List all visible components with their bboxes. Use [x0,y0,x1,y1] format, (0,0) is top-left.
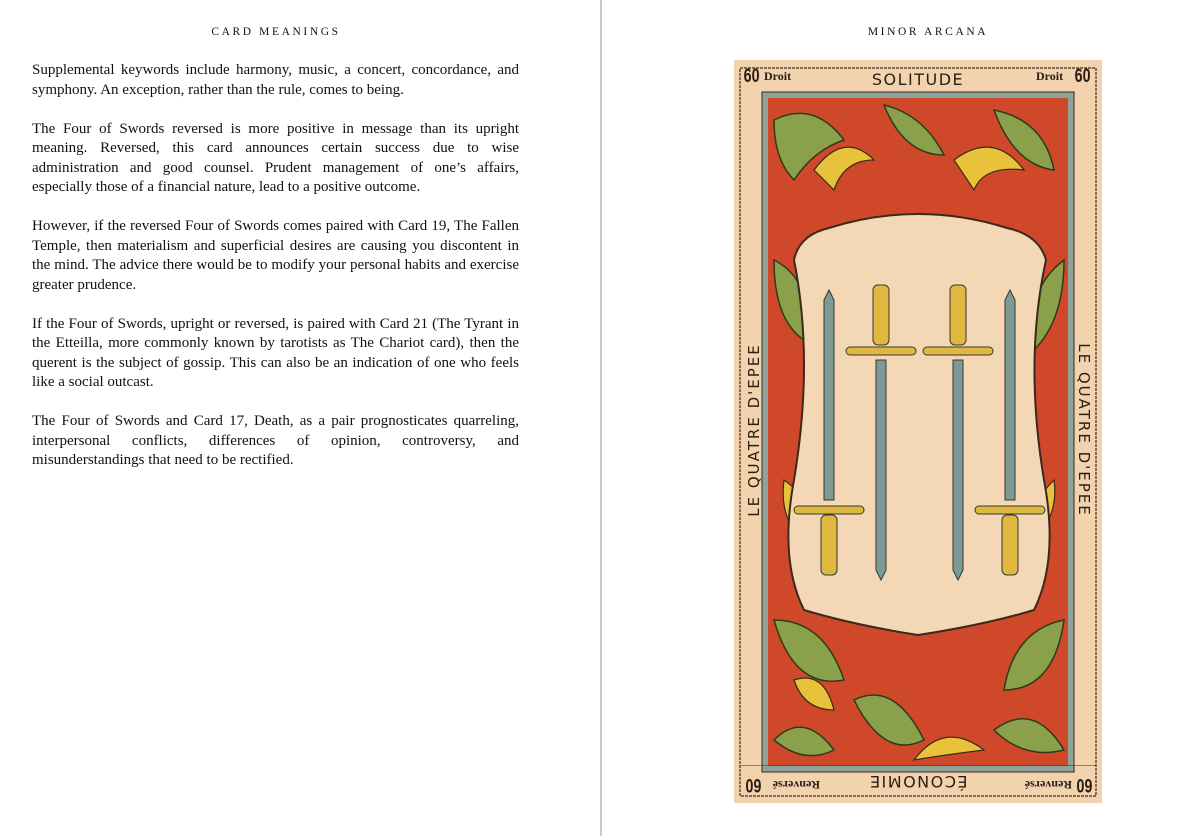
card-artwork [734,60,1102,803]
card-number-top-right: 60 [1074,66,1091,87]
reversed-title: ÉCONOMIE [868,772,968,791]
paragraph: However, if the reversed Four of Swords comes paired with Card 19, The Fallen Temple, then materialism and superficial desires are causing you discontent in the mind. The advice there would be to modify your personal habits and exercise greater prudence. [32,218,519,293]
upright-title: SOLITUDE [871,70,965,89]
tarot-card-image [734,60,1102,803]
card-number-bottom: 60 [1076,774,1093,795]
card-number-bottom: 60 [745,774,762,795]
paragraph: The Four of Swords and Card 17, Death, as a pair prognosticates quarreling, interpersonal conflicts, differences of opinion, controversy, and misunderstandings that need to be rectified. [32,413,519,468]
paragraph: The Four of Swords reversed is more positive in message than its upright meaning. Reversed, this card announces certain success due to wise administration and good counsel. Prudent management of one’s affairs, especially those of a financial nature, lead to a positive outcome. [32,120,519,195]
upright-label-right: Droit [1036,69,1064,83]
paragraph: Supplemental keywords include harmony, music, a concert, concordance, and symphony. An exception, rather than the rule, comes to being. [32,62,519,98]
reversed-label-left: Renversé [1024,778,1072,792]
card-number-top-left: 60 [743,66,760,87]
side-title-left: LE QUATRE D'EPEE [745,343,763,517]
reversed-label-right: Renversé [772,778,820,792]
page-header: CARD MEANINGS [211,26,341,38]
right-page [602,0,1189,836]
upright-label-left: Droit [764,69,792,83]
body-text [32,61,519,490]
paragraph: If the Four of Swords, upright or reversed, is paired with Card 21 (The Tyrant in the Etteilla, more commonly known by tarotists as The Chariot card), then the querent is the subject of gossip. This can also be an indication of one who feels like a social outcast. [32,315,519,390]
side-title-right: LE QUATRE D'EPEE [1075,343,1093,517]
reversed-header [734,765,1102,799]
page-header: MINOR ARCANA [867,26,989,38]
